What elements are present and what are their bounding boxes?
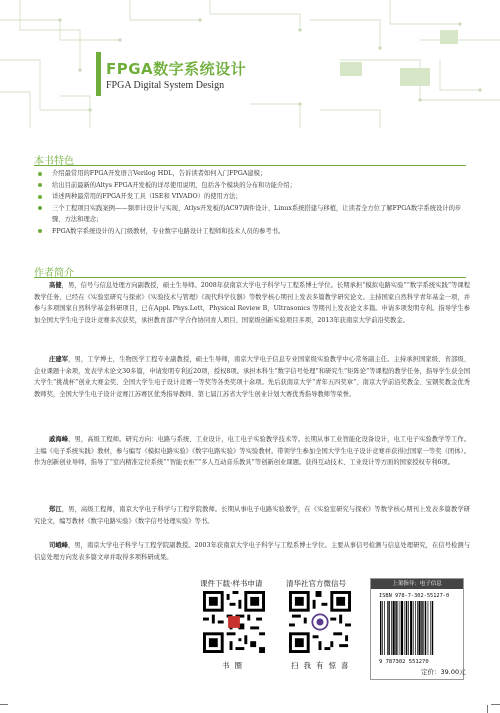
list-item: 介绍最常用的FPGA开发语言Verilog HDL，告诉读者如何入门FPGA建模； xyxy=(34,168,470,180)
isbn-number: ISBN 978-7-302-55127-0 xyxy=(379,593,450,599)
crop-mark xyxy=(491,704,500,705)
list-item: 详述两种最常用的FPGA开发工具（ISE和 VIVADO）的使用方法； xyxy=(34,191,470,203)
author-name: 郑江 xyxy=(49,506,62,513)
author-name: 庄建军 xyxy=(49,356,69,363)
authors-divider xyxy=(34,277,466,278)
qr-sublabel-courseware: 书圈 xyxy=(222,661,247,670)
features-divider xyxy=(34,165,466,166)
crop-mark xyxy=(0,704,8,705)
list-item: FPGA数字系统设计的入门级教材，专业数字电路设计工程师和技术人员的参考书。 xyxy=(34,226,470,238)
author-bio: 司峨峰，男，南京大学电子科学与工程学院副教授。2003年获南京大学电子科学与工程系博士学位。主要从事信号检测与信息处理研究，在信号检测与信息处理方向发表多篇文章并取得多项科研成果。 xyxy=(34,542,470,561)
author-bio: 高健，男，信号与信息处理方向副教授，硕士生导师。2008年获南京大学电子科学与工程系博士学位。长期承担“模拟电路实验”“数字系统实践”等课程教学任务，已经在《实验室研究与探索》《实验技术与管理》《现代科学仪器》等数学核心期刊上发表多篇教学研究论文。主持国家自然科学青年基金一项，并参与多项国家自然科学基金科研项目，已在Appl. Phys.Lett，Physical Review B，Ultrasonics 等期刊上发表论文多篇。申请多项发明专利。指导学生参加全国大学生电子设计竞赛多次获奖，承担教育部产学合作协同育人项目、国家级创新实验项目多项，2013年获南京大学前沿奖教金。 xyxy=(34,282,471,324)
bullet-icon xyxy=(38,183,42,187)
bullet-icon xyxy=(38,206,42,210)
qr-sublabel-wechat: 扫我有惊喜 xyxy=(291,661,354,670)
qr-caption-wechat: 清华社官方微信号 xyxy=(286,579,346,588)
features-heading: 本书特色 xyxy=(34,156,74,167)
author-bio: 庄建军，男，工学博士，生物医学工程专业副教授，硕士生导师，南京大学电子信息专业国家级实验教学中心常务副主任。主持承担国家级、省部级、企业课题十余项，发表学术论文30多篇，申请发明专利近20项，授权8项。承担本科生“数字信号处理”和研究生“矩阵论”等课程的教学任务，指导学生获全国大学生“挑战杯”创业大赛金奖、全国大学生电子设计竞赛一等奖等各类奖项十余项。先后获南京大学“青年五四奖章”、南京大学前沿奖教金、宝钢奖教金优秀教师奖，全国大学生电子设计竞赛江苏赛区优秀指导教师、第七届江苏省大学生创业计划大赛优秀指导教师等荣誉。 xyxy=(34,356,471,398)
qr-code-wechat[interactable] xyxy=(289,591,351,653)
price-label: 定价：39.00元 xyxy=(421,668,466,676)
barcode-graphic xyxy=(379,601,455,657)
author-bio: 郑江，男，高级工程师，南京大学电子科学与工程学院教师。长期从事电子电路实验教学，在《实验室研究与探索》等数学核心期刊上发表多篇教学研究论文，编写教材《数字电路实验》《数字信号处理实验》等书。 xyxy=(34,506,471,525)
bullet-icon xyxy=(38,229,42,233)
shelving-category: 上架指导：电子信息 xyxy=(371,579,463,589)
features-list xyxy=(34,168,470,237)
author-name: 高健 xyxy=(49,282,62,289)
crop-mark xyxy=(487,705,488,713)
author-name: 戚海峰 xyxy=(49,436,69,443)
qr-caption-courseware: 课件下载·样书申请 xyxy=(200,579,263,588)
authors-heading: 作者简介 xyxy=(34,268,74,279)
list-item: 给出目前最新的Altys FPGA开发板的详尽使用说明，包括各个模块的分布和功能介绍； xyxy=(34,180,470,192)
author-name: 司峨峰 xyxy=(49,542,68,549)
barcode-digits: 9 787302 551270 xyxy=(379,659,429,665)
bullet-icon xyxy=(38,195,42,199)
isbn-barcode-card xyxy=(370,578,464,680)
bullet-icon xyxy=(38,172,42,176)
qr-code-courseware[interactable] xyxy=(203,591,265,653)
book-title: FPGA数字系统设计 xyxy=(106,60,247,78)
book-subtitle: FPGA Digital System Design xyxy=(106,80,225,91)
list-item: 三个工程项目实践案例——频率计设计与实现、Atlys开发板的AC97调件设计、Linux系统搭建与移植，让读者全方位了解FPGA数字系统设计的步骤、方法和理念； xyxy=(34,203,470,226)
cover-header xyxy=(0,0,500,128)
author-bio: 戚海峰，男，高级工程师。研究方向：电路与系统、工业设计，电工电子实验教学技术等。长期从事工业智能化设备设计，电工电子实验教学等工作。主编《电子系统实践》教材，参与编写《模拟电路实验》《数字电路实验》等实验教材。带领学生参加全国大学生电子设计竞赛并获得过国家一等奖（团体）。作为创新创业导师，指导了“室内精准定位系统”“智能衣柜”“多人互动音乐教具”等创新创业课题。获得互动技术、工业设计等方面的国家授权专利6项。 xyxy=(34,436,471,466)
